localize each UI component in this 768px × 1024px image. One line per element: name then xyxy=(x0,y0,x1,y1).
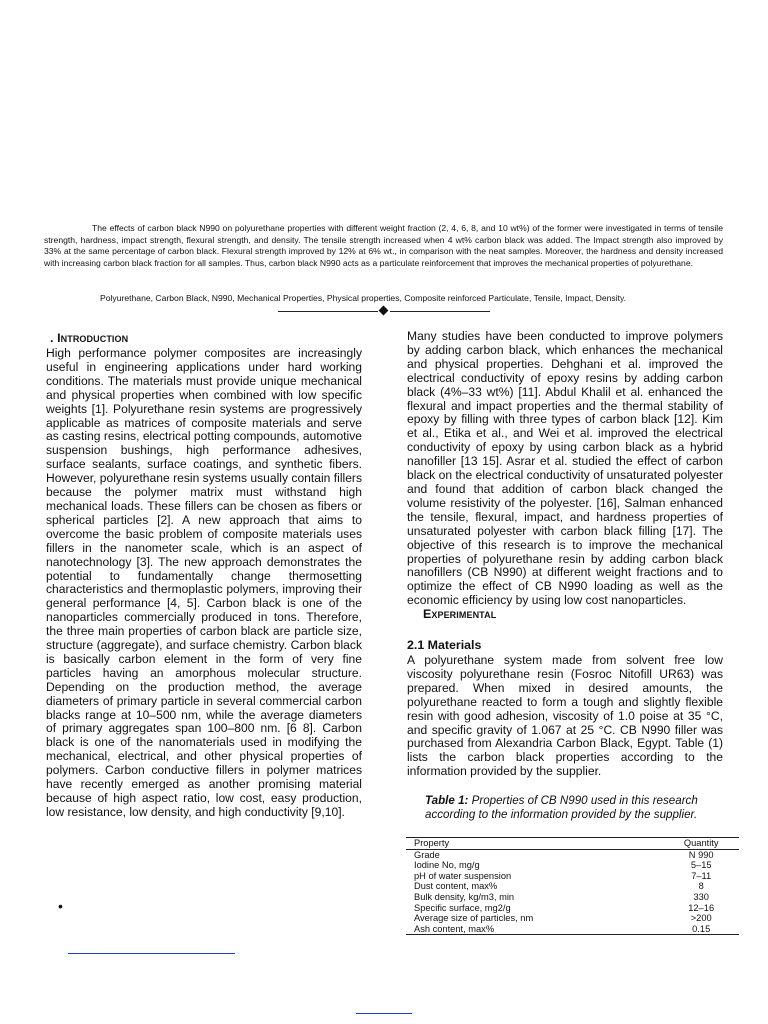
cell-property: Specific surface, mg2/g xyxy=(414,902,511,913)
table-row xyxy=(406,913,739,924)
materials-body: A polyurethane system made from solvent free low viscosity polyurethane resin (Fosroc Nitofill UR63) was prepared. When mixed in desired amounts, the polyurethane reacted to form a tough and slightly flexible resin with good adhesion, viscosity of 1.0 poise at 35 °C, and specific gravity of 1.067 at 25 °C. CB N990 filler was purchased from Alexandria Carbon Black, Egypt. Table (1) lists the carbon black properties according to the information provided by the supplier. xyxy=(407,653,723,779)
abstract-text: The effects of carbon black N990 on polyurethane properties with different weight fraction (2, 4, 6, 8, and 10 wt%) of the former were investigated in terms of tensile strength, hardness, impact strength, flexural strength, and density. The tensile strength increased when 4 wt% carbon black was added. The Impact strength also improved by 33% at the same percentage of carbon black. Flexural strength improved by 12% at 6% wt., in comparison with the neat samples. Moreover, the hardness and density increased with increasing carbon black fraction for all samples. Thus, carbon black N990 acts as a particulate reinforcement that improves the mechanical properties of polyurethane. xyxy=(44,223,723,268)
table-row xyxy=(406,871,739,882)
cell-property: Average size of particles, nm xyxy=(414,913,534,924)
cell-quantity: 0.15 xyxy=(655,924,739,935)
cell-property: Ash content, max% xyxy=(406,924,655,935)
cell-quantity: 330 xyxy=(693,891,709,902)
table-header-row xyxy=(406,838,739,850)
cell-quantity: 12–16 xyxy=(688,902,715,913)
table-caption-label: Table 1: xyxy=(425,794,469,807)
introduction-body: High performance polymer composites are increasingly useful in engineering applications under hard working conditions. The materials must provide unique mechanical and physical properties when combined with low specific weights [1]. Polyurethane resin systems are progressively applicable as matrices of composite materials and serve as casting resins, electrical potting compounds, automotive suspension bushings, high performance adhesives, surface sealants, surface coatings, and synthetic fibers. However, polyurethane resin systems usually contain fillers because the polymer matrix must withstand high mechanical loads. These fillers can be chosen as fibers or spherical particles [2]. A new approach that aims to overcome the basic problem of composite materials uses fillers in the nanometer scale, which is an aspect of nanotechnology [3]. The new approach demonstrates the potential to fundamentally change thermosetting characteristics and thermoplastic polymers, improving their general performance [4, 5]. Carbon black is one of the nanoparticles commercially produced in tons. Therefore, the three main properties of carbon black are particle size, structure (aggregate), and surface chemistry. Carbon black is basically carbon element in the form of very fine particles having an amorphous molecular structure. Depending on the production method, the average diameters of primary particle in several commercial carbon blacks range at 10–500 nm, while the average diameters of primary aggregates span 100–800 nm. [6 8]. Carbon black is one of the nanomaterials used in modifying the mechanical, electrical, and other physical properties of polymers. Carbon conductive fillers in polymer matrices have recently emerged as another promising material because of high aspect ratio, low cost, easy production, low resistance, low density, and high conductivity [9,10]. xyxy=(46,346,362,819)
table-caption-text: Properties of CB N990 used in this research according to the information provided by the supplier. xyxy=(425,794,698,822)
properties-table xyxy=(406,837,739,935)
cell-quantity: 8 xyxy=(698,881,704,892)
diamond-icon xyxy=(379,306,389,316)
header-property: Property xyxy=(406,838,655,850)
cell-quantity: 5–15 xyxy=(690,860,712,871)
bullet-glyph: • xyxy=(58,898,63,914)
table-row xyxy=(406,892,739,903)
table-row xyxy=(406,849,739,860)
cell-quantity: >200 xyxy=(690,913,712,924)
introduction-heading: . Introduction xyxy=(50,331,129,345)
table-row xyxy=(406,881,739,892)
cell-property: Dust content, max% xyxy=(414,881,498,892)
footnote-separator xyxy=(68,953,235,954)
keywords: Polyurethane, Carbon Black, N990, Mechanical Properties, Physical properties, Composite reinforced Particulate, Tensile, Impact, Density. xyxy=(100,293,627,303)
table-row xyxy=(406,924,739,935)
cell-quantity: N 990 xyxy=(688,849,714,860)
table-caption xyxy=(425,794,725,823)
abstract xyxy=(44,223,723,269)
cell-property: Grade xyxy=(414,849,440,860)
page-footer-line xyxy=(356,1013,412,1014)
cell-property: Iodine No, mg/g xyxy=(414,860,480,871)
introduction-continued: Many studies have been conducted to improve polymers by adding carbon black, which enhances the mechanical and physical properties. Dehghani et al. improved the electrical conductivity of epoxy resins by adding carbon black (4%–33 wt%) [11]. Abdul Khalil et al. enhanced the flexural and impact properties and the thermal stability of epoxy by filling with three types of carbon black [12]. Kim et al., Etika et al., and Wei et al. improved the electrical conductivity of epoxy by using carbon black as a hybrid nanofiller [13 15]. Asrar et al. studied the effect of carbon black on the electrical conductivity of unsaturated polyester and found that addition of carbon black changed the volume resistivity of the polyester. [16], Salman enhanced the tensile, flexural, impact, and hardness properties of unsaturated polyester with carbon black filling [17]. The objective of this research is to improve the mechanical properties of polyurethane resin by adding carbon black nanofillers (CB N990) at different weight fractions and to optimize the effect of CB N990 loading as well as the economic efficiency by using low cost nanoparticles. xyxy=(407,329,723,608)
experimental-heading: Experimental xyxy=(423,607,497,621)
header-quantity: Quantity xyxy=(655,838,739,850)
cell-property: Bulk density, kg/m3, min xyxy=(414,891,515,902)
materials-subheading: 2.1 Materials xyxy=(407,638,482,652)
table-row xyxy=(406,860,739,871)
cell-property: pH of water suspension xyxy=(414,870,512,881)
cell-quantity: 7–11 xyxy=(691,870,712,881)
section-divider xyxy=(278,306,490,316)
table-row xyxy=(406,903,739,914)
